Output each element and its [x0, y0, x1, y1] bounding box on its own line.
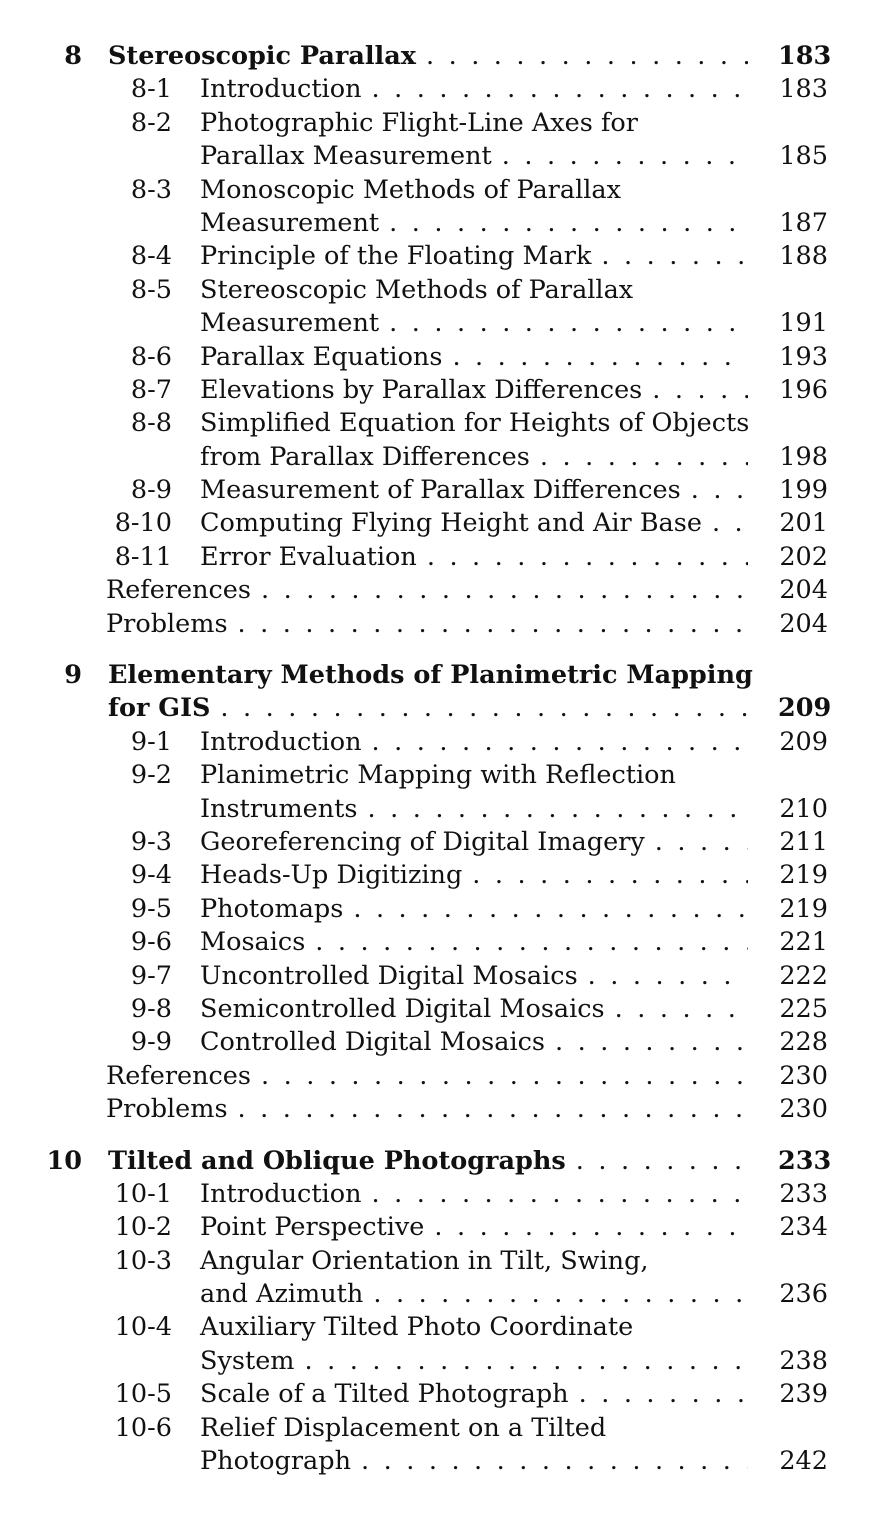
dot-leader — [220, 692, 748, 725]
dot-leader — [373, 1278, 748, 1311]
toc-entry — [0, 1211, 882, 1244]
dot-leader — [427, 541, 748, 574]
section-number: 9-5 — [130, 893, 172, 924]
section-title: Elevations by Parallax Differences — [200, 374, 643, 405]
section-title: Planimetric Mapping with Reflection — [200, 760, 676, 791]
dot-leader — [434, 1211, 748, 1244]
section-page-number: 219 — [779, 893, 828, 924]
section-title: Introduction — [200, 1178, 362, 1209]
toc-entry — [0, 793, 882, 826]
section-title: Principle of the Floating Mark — [200, 241, 592, 272]
toc-entry — [0, 1345, 882, 1378]
toc-entry — [0, 1245, 882, 1278]
end-item-page-number: 230 — [779, 1094, 828, 1125]
dot-leader — [372, 1178, 749, 1211]
section-page-number: 228 — [779, 1027, 828, 1058]
section-page-number: 238 — [779, 1345, 828, 1376]
section-page-number: 183 — [779, 74, 828, 105]
section-number: 10-1 — [114, 1178, 172, 1209]
chapter-block — [0, 40, 882, 641]
dot-leader — [426, 40, 748, 73]
toc-entry — [0, 374, 882, 407]
dot-leader — [238, 1093, 748, 1126]
section-page-number: 239 — [779, 1379, 828, 1410]
toc-entry — [0, 1093, 882, 1126]
toc-entry — [0, 1178, 882, 1211]
dot-leader — [261, 1060, 748, 1093]
section-page-number: 222 — [779, 960, 828, 991]
section-title: Heads-Up Digitizing — [200, 860, 463, 891]
toc-entry — [0, 341, 882, 374]
toc-entry — [0, 1412, 882, 1445]
toc-entry — [0, 926, 882, 959]
section-title: Parallax Equations — [200, 341, 443, 372]
section-page-number: 199 — [779, 475, 828, 506]
toc-entry — [0, 726, 882, 759]
toc-entry — [0, 474, 882, 507]
dot-leader — [304, 1345, 748, 1378]
chapter-number: 9 — [64, 660, 82, 691]
section-title: Introduction — [200, 74, 362, 105]
section-title: Photographic Flight-Line Axes for — [200, 107, 638, 138]
dot-leader — [579, 1378, 748, 1411]
chapter-title: Stereoscopic Parallax — [108, 41, 416, 71]
section-page-number: 211 — [779, 826, 828, 857]
section-number: 8-5 — [130, 274, 172, 305]
section-number: 9-8 — [130, 993, 172, 1024]
end-item-title: Problems — [106, 1094, 228, 1125]
section-number: 8-4 — [130, 241, 172, 272]
section-number: 8-1 — [130, 74, 172, 105]
dot-leader — [372, 726, 749, 759]
toc-entry — [0, 1378, 882, 1411]
section-page-number: 236 — [779, 1279, 828, 1310]
section-title: Auxiliary Tilted Photo Coordinate — [200, 1312, 634, 1343]
section-page-number: 193 — [779, 341, 828, 372]
toc-entry — [0, 73, 882, 106]
toc-entry — [0, 759, 882, 792]
section-page-number: 201 — [779, 508, 828, 539]
section-title: Simplified Equation for Heights of Objects — [200, 408, 750, 439]
section-page-number: 202 — [779, 541, 828, 572]
section-title: Semicontrolled Digital Mosaics — [200, 993, 605, 1024]
dot-leader — [315, 926, 748, 959]
section-title: and Azimuth — [200, 1279, 364, 1310]
section-page-number: 221 — [779, 927, 828, 958]
toc-entry — [0, 541, 882, 574]
toc-entry — [0, 1445, 882, 1478]
chapter-heading-row — [0, 659, 882, 692]
toc-entry — [0, 441, 882, 474]
toc-entry — [0, 240, 882, 273]
section-number: 8-2 — [130, 107, 172, 138]
section-number: 9-7 — [130, 960, 172, 991]
dot-leader — [655, 826, 748, 859]
section-page-number: 191 — [779, 308, 828, 339]
chapter-number: 10 — [46, 1145, 82, 1176]
section-title: Angular Orientation in Tilt, Swing, — [200, 1245, 649, 1276]
section-page-number: 210 — [779, 793, 828, 824]
dot-leader — [691, 474, 748, 507]
section-number: 10-2 — [114, 1212, 172, 1243]
toc-entry — [0, 107, 882, 140]
toc-entry — [0, 307, 882, 340]
table-of-contents — [0, 40, 882, 1496]
dot-leader — [615, 993, 748, 1026]
chapter-heading-row — [0, 40, 882, 73]
dot-leader — [389, 207, 748, 240]
section-number: 8-6 — [130, 341, 172, 372]
end-item-page-number: 230 — [779, 1060, 828, 1091]
end-item-title: References — [106, 1060, 251, 1091]
section-number: 10-6 — [114, 1412, 172, 1443]
dot-leader — [372, 73, 749, 106]
section-page-number: 209 — [779, 726, 828, 757]
section-page-number: 188 — [779, 241, 828, 272]
section-number: 8-7 — [130, 374, 172, 405]
toc-entry — [0, 608, 882, 641]
dot-leader — [452, 341, 748, 374]
section-title: Measurement of Parallax Differences — [200, 475, 681, 506]
dot-leader — [389, 307, 748, 340]
section-number: 8-10 — [114, 508, 172, 539]
section-title: Point Perspective — [200, 1212, 425, 1243]
section-title: Parallax Measurement — [200, 141, 492, 172]
section-number: 9-9 — [130, 1027, 172, 1058]
chapter-title: Tilted and Oblique Photographs — [108, 1145, 566, 1176]
toc-entry — [0, 1060, 882, 1093]
section-number: 10-3 — [114, 1245, 172, 1276]
chapter-heading-row — [0, 1145, 882, 1178]
dot-leader — [601, 240, 748, 273]
section-number: 9-2 — [130, 760, 172, 791]
section-number: 8-11 — [114, 541, 172, 572]
end-item-title: References — [106, 575, 251, 606]
section-title: Computing Flying Height and Air Base — [200, 508, 702, 539]
section-page-number: 242 — [779, 1446, 828, 1477]
toc-entry — [0, 993, 882, 1026]
dot-leader — [472, 859, 748, 892]
section-title: Instruments — [200, 793, 358, 824]
section-number: 8-8 — [130, 408, 172, 439]
toc-entry — [0, 893, 882, 926]
section-title: Photograph — [200, 1446, 351, 1477]
section-title: Scale of a Tilted Photograph — [200, 1379, 569, 1410]
toc-entry — [0, 859, 882, 892]
dot-leader — [361, 1445, 748, 1478]
chapter-block — [0, 1145, 882, 1479]
dot-leader — [555, 1026, 748, 1059]
section-title: Measurement — [200, 207, 380, 238]
end-item-title: Problems — [106, 608, 228, 639]
section-title: from Parallax Differences — [200, 441, 530, 472]
toc-entry — [0, 274, 882, 307]
dot-leader — [353, 893, 748, 926]
section-number: 8-3 — [130, 174, 172, 205]
section-title: Stereoscopic Methods of Parallax — [200, 274, 634, 305]
chapter-title: Elementary Methods of Planimetric Mapping — [108, 660, 753, 691]
toc-entry — [0, 174, 882, 207]
section-number: 9-1 — [130, 726, 172, 757]
chapter-page-number: 233 — [778, 1145, 832, 1176]
section-number: 10-4 — [114, 1312, 172, 1343]
toc-entry — [0, 1026, 882, 1059]
toc-entry — [0, 826, 882, 859]
dot-leader — [540, 441, 748, 474]
section-page-number: 225 — [779, 993, 828, 1024]
section-page-number: 185 — [779, 141, 828, 172]
toc-entry — [0, 1278, 882, 1311]
section-number: 10-5 — [114, 1379, 172, 1410]
section-title: Georeferencing of Digital Imagery — [200, 826, 645, 857]
dot-leader — [588, 960, 748, 993]
dot-leader — [502, 140, 748, 173]
section-title: Mosaics — [200, 927, 306, 958]
section-title: System — [200, 1345, 295, 1376]
section-page-number: 234 — [779, 1212, 828, 1243]
chapter-page-number: 209 — [778, 693, 832, 724]
section-number: 8-9 — [130, 475, 172, 506]
toc-entry — [0, 1311, 882, 1344]
section-page-number: 196 — [779, 374, 828, 405]
toc-entry — [0, 407, 882, 440]
section-title: Uncontrolled Digital Mosaics — [200, 960, 578, 991]
chapter-number: 8 — [64, 41, 82, 71]
section-page-number: 219 — [779, 860, 828, 891]
toc-entry — [0, 574, 882, 607]
dot-leader — [712, 507, 748, 540]
section-title: Controlled Digital Mosaics — [200, 1027, 545, 1058]
section-title: Monoscopic Methods of Parallax — [200, 174, 621, 205]
section-number: 9-4 — [130, 860, 172, 891]
end-item-page-number: 204 — [779, 608, 828, 639]
toc-entry — [0, 960, 882, 993]
section-number: 9-3 — [130, 826, 172, 857]
section-title: Relief Displacement on a Tilted — [200, 1412, 607, 1443]
dot-leader — [652, 374, 748, 407]
section-page-number: 233 — [779, 1178, 828, 1209]
section-title: Measurement — [200, 308, 380, 339]
chapter-block — [0, 659, 882, 1126]
section-title: Error Evaluation — [200, 541, 417, 572]
toc-entry — [0, 507, 882, 540]
chapter-title: for GIS — [108, 693, 211, 724]
section-page-number: 198 — [779, 441, 828, 472]
section-number: 9-6 — [130, 927, 172, 958]
dot-leader — [261, 574, 748, 607]
section-title: Photomaps — [200, 893, 344, 924]
chapter-heading-row — [0, 692, 882, 725]
dot-leader — [367, 793, 748, 826]
section-title: Introduction — [200, 726, 362, 757]
end-item-page-number: 204 — [779, 575, 828, 606]
toc-entry — [0, 207, 882, 240]
dot-leader — [238, 608, 748, 641]
toc-entry — [0, 140, 882, 173]
section-page-number: 187 — [779, 207, 828, 238]
chapter-page-number: 183 — [778, 41, 832, 71]
dot-leader — [576, 1145, 748, 1178]
